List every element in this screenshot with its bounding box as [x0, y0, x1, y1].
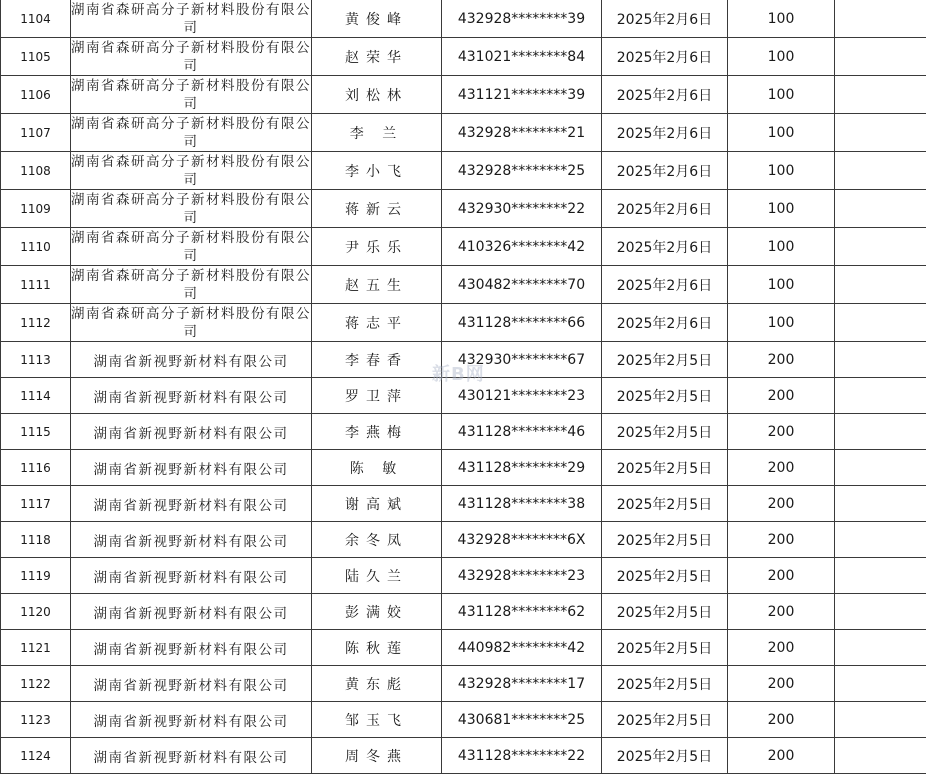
blank-cell	[835, 0, 926, 38]
person-name-cell: 邹玉飞	[312, 702, 442, 738]
amount-cell: 100	[728, 228, 835, 266]
id-number-cell: 432928********6X	[442, 522, 602, 558]
amount-cell: 200	[728, 450, 835, 486]
blank-cell	[835, 378, 926, 414]
company-cell: 湖南省新视野新材料有限公司	[71, 738, 312, 774]
blank-cell	[835, 304, 926, 342]
amount-cell: 200	[728, 378, 835, 414]
person-name-cell: 黄东彪	[312, 666, 442, 702]
id-number-cell: 430482********70	[442, 266, 602, 304]
person-name-cell: 李小飞	[312, 152, 442, 190]
person-name-cell: 蒋志平	[312, 304, 442, 342]
id-number-cell: 432930********67	[442, 342, 602, 378]
person-name-cell: 罗卫萍	[312, 378, 442, 414]
company-cell: 湖南省新视野新材料有限公司	[71, 486, 312, 522]
company-cell: 湖南省新视野新材料有限公司	[71, 522, 312, 558]
id-number-cell: 430121********23	[442, 378, 602, 414]
blank-cell	[835, 558, 926, 594]
table-row	[1, 450, 926, 486]
row-number-cell: 1114	[1, 378, 71, 414]
company-cell: 湖南省新视野新材料有限公司	[71, 558, 312, 594]
id-number-cell: 410326********42	[442, 228, 602, 266]
row-number-cell: 1115	[1, 414, 71, 450]
id-number-cell: 440982********42	[442, 630, 602, 666]
table-row	[1, 76, 926, 114]
table-row	[1, 228, 926, 266]
id-number-cell: 431121********39	[442, 76, 602, 114]
blank-cell	[835, 594, 926, 630]
id-number-cell: 432928********17	[442, 666, 602, 702]
amount-cell: 200	[728, 522, 835, 558]
company-cell: 湖南省森研高分子新材料股份有限公司	[71, 76, 312, 114]
table-row	[1, 414, 926, 450]
id-number-cell: 432928********21	[442, 114, 602, 152]
row-number-cell: 1116	[1, 450, 71, 486]
person-name-cell: 李春香	[312, 342, 442, 378]
date-cell: 2025年2月5日	[602, 702, 728, 738]
table-row	[1, 266, 926, 304]
date-cell: 2025年2月6日	[602, 38, 728, 76]
company-cell: 湖南省新视野新材料有限公司	[71, 702, 312, 738]
table-row	[1, 152, 926, 190]
company-cell: 湖南省森研高分子新材料股份有限公司	[71, 190, 312, 228]
amount-cell: 100	[728, 76, 835, 114]
id-number-cell: 430681********25	[442, 702, 602, 738]
row-number-cell: 1107	[1, 114, 71, 152]
amount-cell: 200	[728, 486, 835, 522]
blank-cell	[835, 486, 926, 522]
table-row	[1, 190, 926, 228]
date-cell: 2025年2月5日	[602, 738, 728, 774]
id-number-cell: 431128********62	[442, 594, 602, 630]
table-row	[1, 594, 926, 630]
table-row	[1, 114, 926, 152]
row-number-cell: 1112	[1, 304, 71, 342]
company-cell: 湖南省森研高分子新材料股份有限公司	[71, 38, 312, 76]
person-name-cell: 陈 敏	[312, 450, 442, 486]
date-cell: 2025年2月6日	[602, 0, 728, 38]
blank-cell	[835, 702, 926, 738]
row-number-cell: 1123	[1, 702, 71, 738]
row-number-cell: 1110	[1, 228, 71, 266]
company-cell: 湖南省森研高分子新材料股份有限公司	[71, 266, 312, 304]
amount-cell: 100	[728, 190, 835, 228]
row-number-cell: 1120	[1, 594, 71, 630]
amount-cell: 100	[728, 304, 835, 342]
date-cell: 2025年2月6日	[602, 304, 728, 342]
date-cell: 2025年2月5日	[602, 630, 728, 666]
amount-cell: 100	[728, 266, 835, 304]
row-number-cell: 1121	[1, 630, 71, 666]
id-number-cell: 432928********25	[442, 152, 602, 190]
date-cell: 2025年2月6日	[602, 152, 728, 190]
date-cell: 2025年2月6日	[602, 266, 728, 304]
blank-cell	[835, 522, 926, 558]
person-name-cell: 赵五生	[312, 266, 442, 304]
row-number-cell: 1111	[1, 266, 71, 304]
person-name-cell: 谢高斌	[312, 486, 442, 522]
company-cell: 湖南省森研高分子新材料股份有限公司	[71, 228, 312, 266]
company-cell: 湖南省森研高分子新材料股份有限公司	[71, 114, 312, 152]
row-number-cell: 1105	[1, 38, 71, 76]
id-number-cell: 431128********29	[442, 450, 602, 486]
date-cell: 2025年2月6日	[602, 228, 728, 266]
row-number-cell: 1124	[1, 738, 71, 774]
blank-cell	[835, 450, 926, 486]
id-number-cell: 431128********38	[442, 486, 602, 522]
id-number-cell: 431128********66	[442, 304, 602, 342]
date-cell: 2025年2月5日	[602, 522, 728, 558]
date-cell: 2025年2月5日	[602, 666, 728, 702]
table-row	[1, 378, 926, 414]
amount-cell: 200	[728, 666, 835, 702]
company-cell: 湖南省森研高分子新材料股份有限公司	[71, 0, 312, 38]
blank-cell	[835, 228, 926, 266]
table-row	[1, 558, 926, 594]
blank-cell	[835, 666, 926, 702]
table-row	[1, 702, 926, 738]
person-name-cell: 陆久兰	[312, 558, 442, 594]
table-row	[1, 0, 926, 38]
person-name-cell: 李燕梅	[312, 414, 442, 450]
date-cell: 2025年2月6日	[602, 114, 728, 152]
blank-cell	[835, 342, 926, 378]
row-number-cell: 1109	[1, 190, 71, 228]
person-name-cell: 刘松林	[312, 76, 442, 114]
blank-cell	[835, 738, 926, 774]
company-cell: 湖南省新视野新材料有限公司	[71, 630, 312, 666]
date-cell: 2025年2月5日	[602, 450, 728, 486]
person-name-cell: 蒋新云	[312, 190, 442, 228]
amount-cell: 200	[728, 558, 835, 594]
amount-cell: 100	[728, 114, 835, 152]
amount-cell: 200	[728, 342, 835, 378]
person-name-cell: 余冬凤	[312, 522, 442, 558]
id-number-cell: 431021********84	[442, 38, 602, 76]
amount-cell: 200	[728, 414, 835, 450]
row-number-cell: 1108	[1, 152, 71, 190]
company-cell: 湖南省森研高分子新材料股份有限公司	[71, 304, 312, 342]
row-number-cell: 1122	[1, 666, 71, 702]
person-name-cell: 周冬燕	[312, 738, 442, 774]
id-number-cell: 432930********22	[442, 190, 602, 228]
table-row	[1, 630, 926, 666]
person-name-cell: 彭满姣	[312, 594, 442, 630]
table-row	[1, 38, 926, 76]
date-cell: 2025年2月5日	[602, 558, 728, 594]
company-cell: 湖南省新视野新材料有限公司	[71, 450, 312, 486]
id-number-cell: 431128********22	[442, 738, 602, 774]
date-cell: 2025年2月5日	[602, 342, 728, 378]
company-cell: 湖南省新视野新材料有限公司	[71, 666, 312, 702]
amount-cell: 100	[728, 0, 835, 38]
blank-cell	[835, 414, 926, 450]
company-cell: 湖南省新视野新材料有限公司	[71, 414, 312, 450]
blank-cell	[835, 38, 926, 76]
amount-cell: 100	[728, 152, 835, 190]
amount-cell: 200	[728, 702, 835, 738]
table-row	[1, 342, 926, 378]
date-cell: 2025年2月5日	[602, 378, 728, 414]
table-row	[1, 486, 926, 522]
amount-cell: 200	[728, 594, 835, 630]
person-name-cell: 尹乐乐	[312, 228, 442, 266]
blank-cell	[835, 152, 926, 190]
row-number-cell: 1106	[1, 76, 71, 114]
company-cell: 湖南省新视野新材料有限公司	[71, 342, 312, 378]
amount-cell: 200	[728, 630, 835, 666]
blank-cell	[835, 190, 926, 228]
company-cell: 湖南省新视野新材料有限公司	[71, 378, 312, 414]
blank-cell	[835, 266, 926, 304]
row-number-cell: 1118	[1, 522, 71, 558]
company-cell: 湖南省新视野新材料有限公司	[71, 594, 312, 630]
row-number-cell: 1119	[1, 558, 71, 594]
amount-cell: 200	[728, 738, 835, 774]
date-cell: 2025年2月5日	[602, 414, 728, 450]
blank-cell	[835, 114, 926, 152]
amount-cell: 100	[728, 38, 835, 76]
date-cell: 2025年2月5日	[602, 486, 728, 522]
watermark: 新B网	[432, 360, 485, 386]
person-name-cell: 李 兰	[312, 114, 442, 152]
row-number-cell: 1104	[1, 0, 71, 38]
id-number-cell: 432928********39	[442, 0, 602, 38]
person-name-cell: 赵荣华	[312, 38, 442, 76]
blank-cell	[835, 76, 926, 114]
row-number-cell: 1117	[1, 486, 71, 522]
id-number-cell: 432928********23	[442, 558, 602, 594]
company-cell: 湖南省森研高分子新材料股份有限公司	[71, 152, 312, 190]
person-name-cell: 陈秋莲	[312, 630, 442, 666]
date-cell: 2025年2月6日	[602, 190, 728, 228]
date-cell: 2025年2月5日	[602, 594, 728, 630]
table-row	[1, 522, 926, 558]
person-name-cell: 黄俊峰	[312, 0, 442, 38]
blank-cell	[835, 630, 926, 666]
date-cell: 2025年2月6日	[602, 76, 728, 114]
id-number-cell: 431128********46	[442, 414, 602, 450]
roster-table-body	[1, 0, 926, 774]
table-row	[1, 304, 926, 342]
row-number-cell: 1113	[1, 342, 71, 378]
table-row	[1, 738, 926, 774]
table-row	[1, 666, 926, 702]
